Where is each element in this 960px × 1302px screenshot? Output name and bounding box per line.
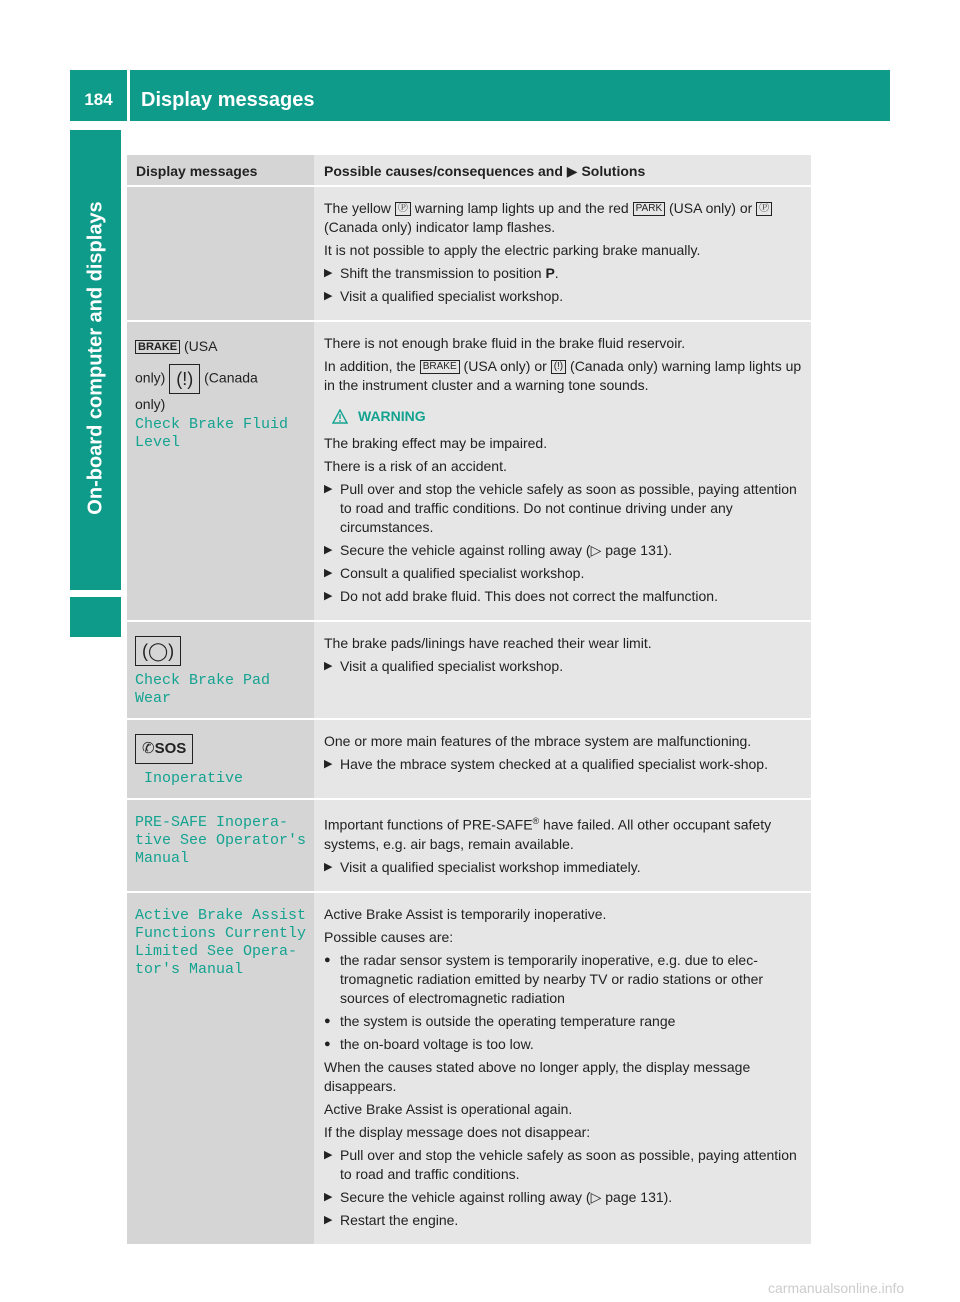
watermark: carmanualsonline.info [768, 1280, 905, 1296]
parking-brake-icon: Ⓟ [756, 202, 772, 216]
display-message: Manual [135, 850, 190, 867]
arrow-icon: ▶ [566, 163, 578, 179]
brake-pad-wear-icon: (◯) [135, 636, 181, 666]
page-title: Display messages [141, 89, 315, 111]
table-row: ✆SOS Inoperative One or more main features of the mbrace system are malfunctioning. ▶ Have the mbrace system checked at a qualified specialist work-shop. [127, 720, 811, 800]
display-message: PRE-SAFE Inopera- [135, 814, 289, 831]
display-message: Active Brake Assist [135, 906, 307, 924]
table-row: PRE-SAFE Inopera- tive See Operator's Manual Important functions of PRE-SAFE® have failed. All other occupant safety systems, e.g. air bags, remain available. ▶ Visit a qualified specialist workshop immediately. [127, 800, 811, 893]
display-message: Level [135, 434, 181, 451]
arrow-icon: ▶ [324, 483, 333, 495]
table-row: The yellow Ⓟ warning lamp lights up and the red PARK (USA only) or Ⓟ (Canada only) indicator lamp flashes. It is not possible to apply the electric parking brake manually. ▶ Shift the transmission to position P. ▶ Visit a qualified specialist workshop. [127, 187, 811, 322]
arrow-icon: ▶ [324, 590, 333, 602]
arrow-icon: ▶ [324, 660, 333, 672]
header-separator [127, 70, 130, 121]
warning-heading: WARNING [332, 407, 805, 426]
arrow-icon: ▶ [324, 1148, 333, 1161]
column-header-causes: Possible causes/consequences and ▶ Solutions [324, 163, 646, 179]
arrow-icon: ▶ [324, 1190, 333, 1203]
arrow-icon: ▶ [324, 544, 333, 556]
display-message: Limited See Opera- [135, 942, 298, 960]
display-messages-table [127, 155, 811, 1246]
arrow-icon: ▶ [324, 567, 333, 579]
warning-triangle-icon [332, 409, 348, 424]
bullet-icon: ● [324, 1037, 331, 1050]
parking-brake-icon: Ⓟ [395, 202, 411, 216]
arrow-icon: ▶ [324, 290, 333, 302]
park-icon: PARK [633, 202, 666, 216]
display-message: Check Brake Pad Wear [135, 672, 271, 707]
table-row: (◯) Check Brake Pad Wear The brake pads/linings have reached their wear limit. ▶ Visit a qualified specialist workshop. [127, 622, 811, 720]
column-header-messages: Display messages [127, 155, 314, 185]
arrow-icon: ▶ [324, 860, 333, 873]
display-message: tive See Operator's [135, 832, 307, 849]
arrow-icon: ▶ [324, 1213, 333, 1226]
page-number: 184 [84, 90, 113, 109]
table-row: BRAKE (USA only) (!) (Canada only) Check Brake Fluid Level There is not enough brake fluid in the brake fluid reservoir. In addition, the BRAKE (USA only) or (!) (Canada only) warning lamp lights up in the instrument cluster and a warning tone sounds. WARNING The braking effect may be impaired. There is a risk of an accident. ▶ Pull over and stop the vehicle safely as soon as possible, paying attention to road and traffic conditions. Do not continue driving under any circumstances. ▶ Secure the vehicle against rolling away (▷ page 131). ▶ Consult a qualified specialist workshop. ▶ Do not add brake fluid. This does not correct the malfunction. [127, 322, 811, 622]
page-ref-icon: ▷ [590, 1188, 602, 1205]
bullet-icon: ● [324, 953, 331, 966]
table-header-row [127, 155, 811, 187]
brake-warning-icon: (!) [551, 360, 566, 374]
brake-icon: BRAKE [420, 360, 460, 374]
side-tab-label: On-board computer and displays [84, 201, 107, 515]
sos-phone-icon: ✆SOS [135, 734, 193, 764]
brake-icon: BRAKE [135, 340, 180, 354]
arrow-icon: ▶ [324, 267, 333, 279]
arrow-icon: ▶ [324, 758, 333, 770]
display-message: Functions Currently [135, 924, 307, 942]
page-ref-icon: ▷ [590, 542, 602, 558]
table-row: Active Brake Assist Functions Currently Limited See Opera- tor's Manual Active Brake Assist is temporarily inoperative. Possible causes are: ● the radar sensor system is temporarily inoperative, e.g. due to elec-tromagnetic radiation emitted by nearby TV or radio stations or other sources of electromagnetic radiation ● the system is outside the operating temperature range ● the on-board voltage is too low. When the causes stated above no longer apply, the display message disappears. Active Brake Assist is operational again. If the display message does not disappear: ▶ Pull over and stop the vehicle safely as soon as possible, paying attention to road and traffic conditions. ▶ Secure the vehicle against rolling away (▷ page 131). ▶ Restart the engine. [127, 893, 811, 1246]
display-message: Inoperative [144, 770, 244, 787]
display-message: tor's Manual [135, 960, 244, 978]
display-message: Check Brake Fluid [135, 416, 289, 433]
bullet-icon: ● [324, 1014, 331, 1027]
side-tab-marker [70, 597, 121, 637]
brake-warning-icon: (!) [169, 364, 200, 394]
